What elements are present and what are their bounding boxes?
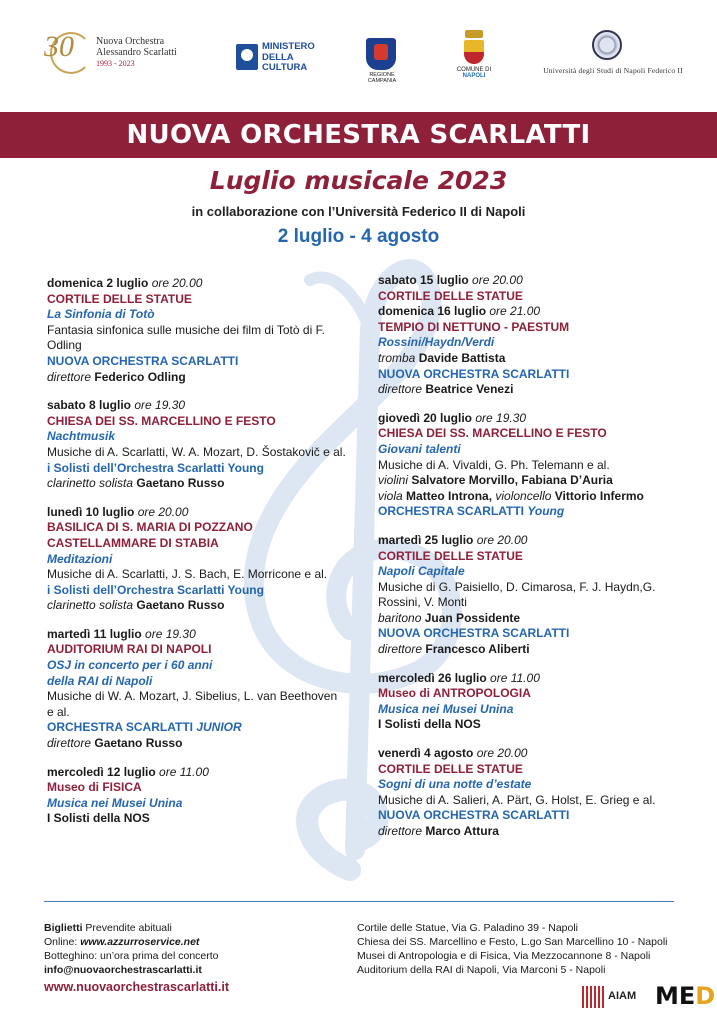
conductor-role: direttore [47, 369, 92, 384]
soloist-role: clarinetto solista [47, 598, 134, 613]
mic-word-2: DELLA [262, 51, 294, 63]
event-26-luglio [378, 671, 678, 733]
event-time: ore 20.00 [151, 276, 203, 290]
conductor-role: direttore [47, 736, 92, 751]
conductor-role: direttore [378, 642, 423, 657]
event-4-agosto [378, 746, 678, 840]
venue-address: Auditorium della RAI di Napoli, Via Marconi 5 - Napoli [357, 964, 606, 976]
event-performer: NUOVA ORCHESTRA SCARLATTI [378, 366, 570, 381]
event-venue-city: CASTELLAMMARE DI STABIA [47, 535, 219, 550]
conductor-name: Federico Odling [94, 369, 186, 384]
venue-address: Musei di Antropologia e di Fisica, Via Mezzocannone 8 - Napoli [357, 950, 651, 962]
soloist-name: Salvatore Morvillo, Fabiana D’Auria [411, 473, 613, 488]
event-program: Nachtmusik [47, 429, 116, 444]
event-program: Napoli Capitale [378, 564, 465, 579]
event-description: Fantasia sinfonica sulle musiche dei film di Totò di F. Odling [47, 322, 325, 353]
conductor-name: Francesco Aliberti [425, 642, 530, 657]
universita-caption: Università degli Studi di Napoli Federico II [543, 66, 683, 75]
event-performer-emphasis: Young [527, 504, 565, 519]
event-description: Musiche di A. Vivaldi, G. Ph. Telemann e al. [378, 457, 610, 472]
event-program-line2: della RAI di Napoli [47, 673, 153, 688]
soloist-name: Juan Possidente [424, 610, 521, 625]
soloist-role: violoncello [495, 488, 552, 503]
event-performer-emphasis: JUNIOR [196, 720, 242, 735]
tickets-label: Biglietti [44, 922, 83, 934]
event-date: domenica 16 luglio [378, 304, 487, 319]
venue-address: Cortile delle Statue, Via G. Paladino 39 - Napoli [357, 922, 579, 934]
event-performer: i Solisti dell’Orchestra Scarlatti Young [47, 582, 264, 597]
event-venue: CORTILE DELLE STATUE [47, 291, 192, 306]
soloist-role: tromba [378, 350, 416, 365]
regione-shield-icon [366, 38, 396, 70]
ticket-info [44, 921, 344, 994]
event-date: martedì 11 luglio [47, 626, 142, 641]
title-banner [0, 112, 717, 158]
soloist-name: Matteo Introna, [406, 488, 493, 503]
aiam-bars-icon [582, 986, 606, 1008]
collaboration-line: in collaborazione con l’Università Federico II di Napoli [191, 204, 526, 219]
event-venue: TEMPIO DI NETTUNO - PAESTUM [378, 319, 570, 334]
event-venue: CORTILE DELLE STATUE [378, 288, 523, 303]
sponsor-logos [0, 22, 717, 92]
event-date: sabato 8 luglio [47, 398, 132, 413]
event-10-luglio [47, 505, 347, 614]
universita-federico-ii-logo [538, 30, 688, 86]
tickets-text: Prevendite abituali [82, 922, 172, 934]
event-venue: CHIESA DEI SS. MARCELLINO E FESTO [378, 426, 607, 441]
soloist-name: Gaetano Russo [136, 598, 225, 613]
regione-caption: REGIONE CAMPANIA [367, 72, 397, 84]
aiam-logo-text: AIAM [608, 990, 637, 1002]
event-date: mercoledì 26 luglio [378, 670, 487, 685]
comune-caption-a: COMUNE DI [456, 67, 492, 73]
anniversary-number: 30 [44, 30, 74, 63]
med-logo-text-b: D [695, 982, 716, 1010]
event-date: domenica 2 luglio [47, 276, 149, 290]
event-program: Meditazioni [47, 551, 113, 566]
med-logo-text-a: ME [655, 982, 696, 1010]
event-description: Musiche di G. Paisiello, D. Cimarosa, F. J. Haydn,G. Rossini, V. Monti [378, 579, 656, 610]
event-performer: NUOVA ORCHESTRA SCARLATTI [47, 353, 239, 368]
soloist-role: viola [378, 488, 403, 503]
event-time: ore 20.00 [137, 504, 189, 519]
conductor-name: Marco Attura [425, 824, 499, 838]
event-20-luglio [378, 411, 678, 520]
event-performer: I Solisti della NOS [378, 717, 481, 732]
orchestra-title: NUOVA ORCHESTRA SCARLATTI [126, 120, 591, 150]
event-date: lunedì 10 luglio [47, 504, 135, 519]
event-performer: i Solisti dell’Orchestra Scarlatti Young [47, 460, 264, 475]
venue-addresses [357, 921, 697, 977]
event-time: ore 19.30 [134, 398, 186, 413]
nos-logo-years: 1993 - 2023 [96, 59, 135, 68]
soloist-role: baritono [378, 610, 422, 625]
online-ticket-link[interactable]: www.azzurroservice.net [80, 936, 200, 948]
website-link[interactable]: www.nuovaorchestrascarlatti.it [44, 980, 230, 994]
med-logo [655, 982, 715, 1010]
event-program: Musica nei Musei Unina [47, 795, 183, 810]
event-date: giovedì 20 luglio [378, 410, 473, 425]
box-office-info: Botteghino: un’ora prima del concerto [44, 950, 219, 962]
event-time: ore 20.00 [472, 273, 523, 287]
event-12-luglio [47, 765, 347, 827]
mic-word-1: MINISTERO [262, 41, 315, 52]
event-11-luglio [47, 627, 347, 752]
event-time: ore 19.30 [145, 626, 196, 641]
university-seal-icon [592, 30, 622, 60]
event-15-luglio [378, 273, 678, 304]
event-description: Musiche di A. Scarlatti, W. A. Mozart, D. Šostakovič e al. [47, 444, 346, 459]
event-date: venerdì 4 agosto [378, 746, 474, 761]
event-time: ore 20.00 [476, 532, 528, 547]
conductor-role: direttore [378, 382, 423, 397]
event-description: Musiche di A. Salieri, A. Pärt, G. Holst, E. Grieg e al. [378, 792, 656, 807]
program-right-column [378, 273, 678, 853]
event-date: martedì 25 luglio [378, 532, 474, 547]
crown-icon [465, 30, 483, 38]
event-performer: I Solisti della NOS [47, 811, 150, 826]
event-venue: CORTILE DELLE STATUE [378, 548, 523, 563]
conductor-name: Beatrice Venezi [425, 382, 514, 397]
soloist-name: Gaetano Russo [136, 476, 225, 491]
aiam-logo [582, 984, 642, 1010]
comune-shield-icon [464, 40, 484, 64]
event-time: ore 19.30 [475, 410, 527, 425]
soloist-role: clarinetto solista [47, 476, 134, 491]
nos-30-anniversary-logo [44, 30, 194, 80]
festival-date-range: 2 luglio - 4 agosto [277, 226, 440, 247]
event-time: ore 20.00 [476, 746, 528, 761]
event-performer: ORCHESTRA SCARLATTI [378, 504, 528, 519]
festival-subtitle: Luglio musicale 2023 [209, 166, 508, 195]
event-program: Musica nei Musei Unina [378, 701, 514, 716]
event-performer: ORCHESTRA SCARLATTI [47, 720, 197, 735]
event-time: ore 11.00 [490, 670, 540, 685]
mic-mark-icon [236, 44, 258, 70]
comune-napoli-logo [448, 30, 500, 86]
event-venue: Museo di ANTROPOLOGIA [378, 686, 531, 701]
soloist-name: Vittorio Infermo [554, 488, 644, 503]
ministero-cultura-logo [236, 42, 326, 76]
mic-word-3: CULTURA [262, 62, 308, 73]
event-performer: NUOVA ORCHESTRA SCARLATTI [378, 626, 570, 641]
conductor-role: direttore [378, 824, 423, 838]
conductor-name: Gaetano Russo [94, 736, 183, 751]
event-2-luglio [47, 276, 347, 385]
contact-email-link[interactable]: info@nuovaorchestrascarlatti.it [44, 964, 202, 976]
event-venue: BASILICA DI S. MARIA DI POZZANO [47, 520, 253, 535]
regione-campania-logo [360, 38, 404, 82]
nos-logo-line2: Alessandro Scarlatti [96, 47, 177, 58]
event-venue: CHIESA DEI SS. MARCELLINO E FESTO [47, 413, 276, 428]
event-venue: AUDITORIUM RAI DI NAPOLI [47, 642, 212, 657]
event-program: Giovani talenti [378, 441, 461, 456]
event-16-luglio [378, 304, 678, 398]
event-time: ore 21.00 [489, 304, 541, 319]
soloist-name: Davide Battista [418, 350, 506, 365]
event-program: Sogni di una notte d’estate [378, 777, 532, 792]
soloist-role: violini [378, 473, 409, 488]
program-left-column [47, 276, 347, 840]
event-8-luglio [47, 398, 347, 492]
event-program: Rossini/Haydn/Verdi [378, 335, 495, 350]
event-program: La Sinfonia di Totò [47, 307, 155, 322]
event-venue: Museo di FISICA [47, 780, 142, 795]
event-date: mercoledì 12 luglio [47, 764, 156, 779]
event-performer: NUOVA ORCHESTRA SCARLATTI [378, 808, 570, 823]
nos-logo-line1: Nuova Orchestra [96, 36, 165, 47]
event-date: sabato 15 luglio [378, 273, 469, 287]
event-time: ore 11.00 [159, 764, 209, 779]
event-program: OSJ in concerto per i 60 anni [47, 658, 213, 673]
event-25-luglio [378, 533, 678, 658]
event-venue: CORTILE DELLE STATUE [378, 761, 523, 776]
online-label: Online: [44, 936, 81, 948]
footer-divider [44, 901, 674, 902]
event-description: Musiche di W. A. Mozart, J. Sibelius, L. van Beethoven e al. [47, 689, 338, 719]
comune-caption-b: NAPOLI [462, 73, 486, 79]
venue-address: Chiesa dei SS. Marcellino e Festo, L.go San Marcellino 10 - Napoli [357, 936, 668, 948]
event-description: Musiche di A. Scarlatti, J. S. Bach, E. Morricone e al. [47, 567, 328, 582]
